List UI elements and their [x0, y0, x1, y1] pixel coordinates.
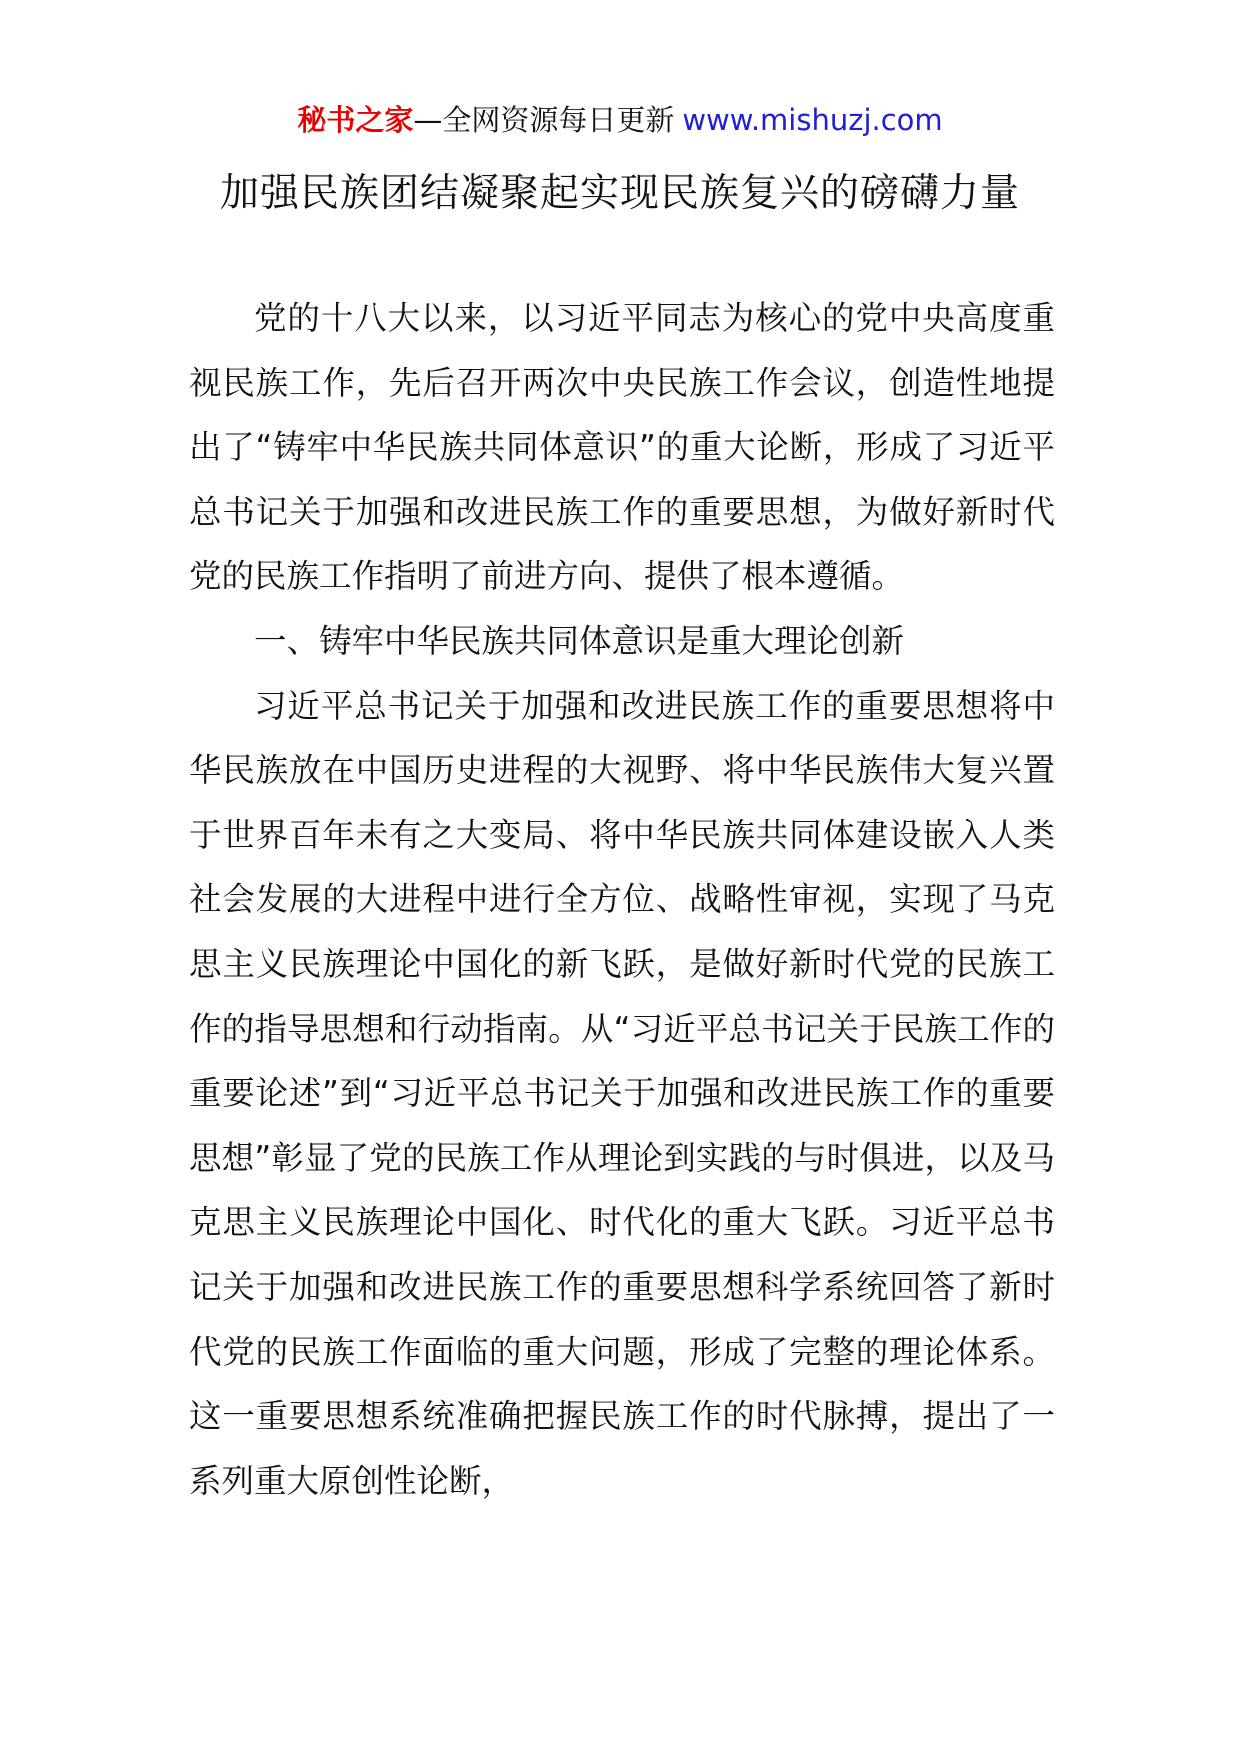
paragraph-section-1: 习近平总书记关于加强和改进民族工作的重要思想将中华民族放在中国历史进程的大视野、将中华民族伟大复兴置于世界百年未有之大变局、将中华民族共同体建设嵌入人类社会发展的大进程中进行全方位、战略性审视，实现了马克思主义民族理论中国化的新飞跃，是做好新时代党的民族工作的指导思想和行动指南。从“习近平总书记关于民族工作的重要论述”到“习近平总书记关于加强和改进民族工作的重要思想”彰显了党的民族工作从理论到实践的与时俱进，以及马克思主义民族理论中国化、时代化的重大飞跃。习近平总书记关于加强和改进民族工作的重要思想科学系统回答了新时代党的民族工作面临的重大问题，形成了完整的理论体系。这一重要思想系统准确把握民族工作的时代脉搏，提出了一系列重大原创性论断，: [189, 686, 1055, 1500]
document-body: [189, 286, 1055, 1513]
site-tagline: —全网资源每日更新: [413, 103, 675, 137]
section-heading-1: 一、铸牢中华民族共同体意识是重大理论创新: [254, 621, 905, 660]
site-brand: 秘书之家: [297, 103, 414, 137]
paragraph-intro: 党的十八大以来，以习近平同志为核心的党中央高度重视民族工作，先后召开两次中央民族工作会议，创造性地提出了“铸牢中华民族共同体意识”的重大论断，形成了习近平总书记关于加强和改进民族工作的重要思想，为做好新时代党的民族工作指明了前进方向、提供了根本遵循。: [189, 299, 1055, 596]
document-title: 加强民族团结凝聚起实现民族复兴的磅礴力量: [219, 171, 1020, 216]
site-url-link[interactable]: www.mishuzj.com: [682, 103, 943, 137]
site-header: [0, 100, 1240, 140]
